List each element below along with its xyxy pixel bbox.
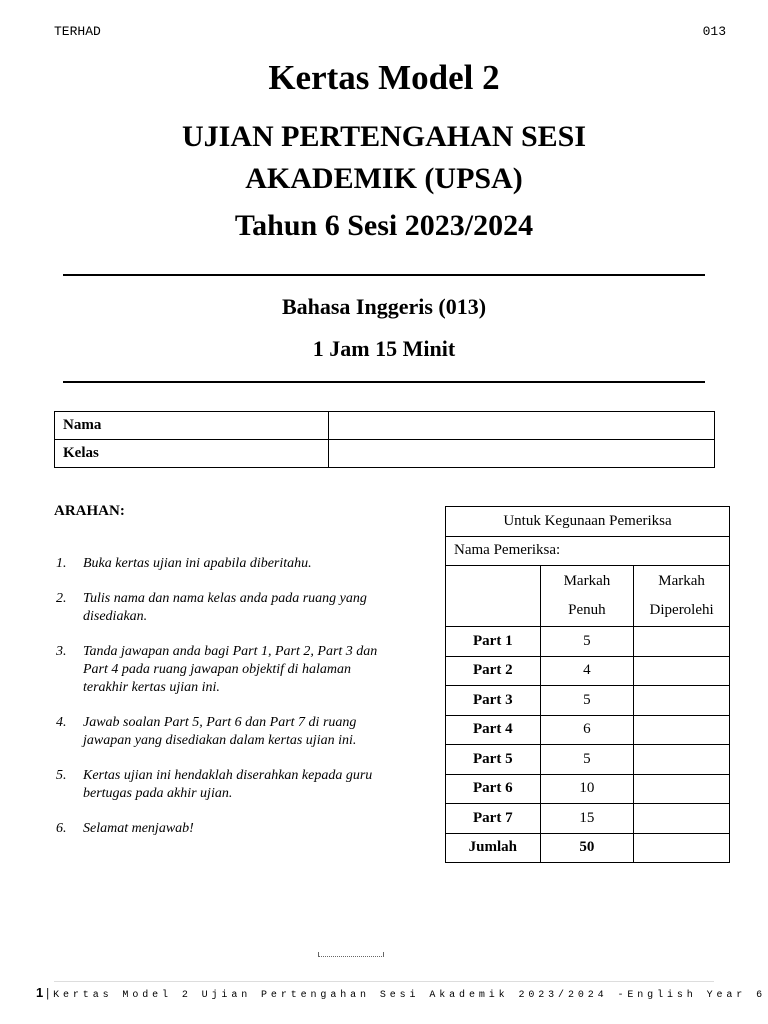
obtained-marks-cell[interactable] bbox=[634, 804, 730, 834]
instruction-item bbox=[54, 714, 394, 750]
duration: 1 Jam 15 Minit bbox=[312, 336, 456, 361]
examiner-name-label[interactable]: Nama Pemeriksa: bbox=[446, 536, 730, 566]
full-marks: 4 bbox=[540, 656, 634, 686]
obtained-marks-cell[interactable] bbox=[634, 715, 730, 745]
instructions-list bbox=[54, 555, 394, 855]
part-label: Part 5 bbox=[446, 745, 541, 775]
full-marks: 5 bbox=[540, 686, 634, 716]
subject: Bahasa Inggeris (013) bbox=[281, 294, 487, 319]
year-session: Tahun 6 Sesi 2023/2024 bbox=[234, 209, 534, 242]
obtained-marks-cell[interactable] bbox=[634, 627, 730, 657]
marks-row bbox=[446, 656, 730, 686]
marks-row bbox=[446, 686, 730, 716]
footer-text: Kertas Model 2 Ujian Pertengahan Sesi Akademik 2023/2024 -English Year 6 bbox=[53, 990, 766, 1001]
examiner-name-row bbox=[446, 536, 730, 566]
divider-bottom bbox=[63, 381, 705, 383]
instruction-number: 2. bbox=[56, 591, 67, 606]
instruction-number: 6. bbox=[56, 821, 67, 836]
obtained-marks-cell[interactable] bbox=[634, 774, 730, 804]
examiner-table-title: Untuk Kegunaan Pemeriksa bbox=[446, 507, 730, 537]
instruction-text: Tanda jawapan anda bagi Part 1, Part 2, Part 3 dan Part 4 pada ruang jawapan objektif di halaman terakhir kertas ujian ini. bbox=[83, 644, 378, 695]
paper-title: Kertas Model 2 bbox=[268, 58, 500, 97]
obtained-marks-cell[interactable] bbox=[634, 745, 730, 775]
student-info-table bbox=[54, 411, 715, 468]
part-label: Part 1 bbox=[446, 627, 541, 657]
header-classification: TERHAD bbox=[54, 24, 101, 39]
exam-name-line2: AKADEMIK (UPSA) bbox=[245, 162, 523, 195]
total-label: Jumlah bbox=[446, 833, 541, 863]
instruction-text: Kertas ujian ini hendaklah diserahkan kepada guru bertugas pada akhir ujian. bbox=[83, 768, 373, 801]
class-row bbox=[55, 440, 715, 468]
marks-row bbox=[446, 627, 730, 657]
examiner-table bbox=[445, 506, 730, 863]
instruction-text: Jawab soalan Part 5, Part 6 dan Part 7 di ruang jawapan yang disediakan dalam kertas ujian ini. bbox=[83, 715, 357, 748]
examiner-header-row bbox=[446, 566, 730, 627]
marks-row bbox=[446, 715, 730, 745]
class-field[interactable] bbox=[329, 440, 715, 468]
part-label: Part 4 bbox=[446, 715, 541, 745]
name-field[interactable] bbox=[329, 412, 715, 440]
marks-row bbox=[446, 804, 730, 834]
instruction-number: 3. bbox=[56, 644, 67, 659]
header-code: 013 bbox=[702, 24, 726, 39]
part-label: Part 6 bbox=[446, 774, 541, 804]
page-mark bbox=[318, 946, 384, 957]
exam-name bbox=[0, 116, 768, 200]
instruction-item bbox=[54, 643, 394, 697]
obtained-marks-header-line1: Markah bbox=[658, 573, 705, 589]
examiner-title-row bbox=[446, 507, 730, 537]
instruction-number: 1. bbox=[56, 556, 67, 571]
instruction-number: 4. bbox=[56, 715, 67, 730]
full-marks: 5 bbox=[540, 745, 634, 775]
full-marks: 5 bbox=[540, 627, 634, 657]
instruction-text: Selamat menjawab! bbox=[83, 821, 194, 836]
part-column-header bbox=[446, 566, 541, 627]
full-marks: 10 bbox=[540, 774, 634, 804]
instruction-item bbox=[54, 820, 394, 838]
part-label: Part 3 bbox=[446, 686, 541, 716]
name-label: Nama bbox=[55, 412, 329, 440]
full-marks: 15 bbox=[540, 804, 634, 834]
full-marks: 6 bbox=[540, 715, 634, 745]
instruction-item bbox=[54, 767, 394, 803]
page-footer bbox=[36, 985, 766, 1001]
instruction-number: 5. bbox=[56, 768, 67, 783]
marks-row bbox=[446, 745, 730, 775]
instructions-title: ARAHAN: bbox=[54, 503, 125, 519]
page-number: 1 bbox=[36, 985, 44, 1000]
instruction-text: Tulis nama dan nama kelas anda pada ruang yang disediakan. bbox=[83, 591, 367, 624]
total-obtained-cell[interactable] bbox=[634, 833, 730, 863]
part-label: Part 7 bbox=[446, 804, 541, 834]
divider-top bbox=[63, 274, 705, 276]
obtained-marks-cell[interactable] bbox=[634, 656, 730, 686]
obtained-marks-cell[interactable] bbox=[634, 686, 730, 716]
instruction-item bbox=[54, 555, 394, 573]
full-marks-header-line2: Penuh bbox=[568, 602, 606, 618]
obtained-marks-header bbox=[634, 566, 730, 627]
exam-name-line1: UJIAN PERTENGAHAN SESI bbox=[181, 120, 587, 153]
obtained-marks-header-line2: Diperolehi bbox=[649, 602, 714, 618]
full-marks-header-line1: Markah bbox=[563, 573, 611, 589]
marks-row bbox=[446, 774, 730, 804]
total-row bbox=[446, 833, 730, 863]
part-label: Part 2 bbox=[446, 656, 541, 686]
footer-separator: | bbox=[46, 985, 50, 1000]
instruction-item bbox=[54, 590, 394, 626]
total-full-marks: 50 bbox=[540, 833, 634, 863]
instruction-text: Buka kertas ujian ini apabila diberitahu. bbox=[83, 556, 312, 571]
full-marks-header bbox=[540, 566, 634, 627]
class-label: Kelas bbox=[55, 440, 329, 468]
footer-divider bbox=[54, 981, 714, 982]
name-row bbox=[55, 412, 715, 440]
